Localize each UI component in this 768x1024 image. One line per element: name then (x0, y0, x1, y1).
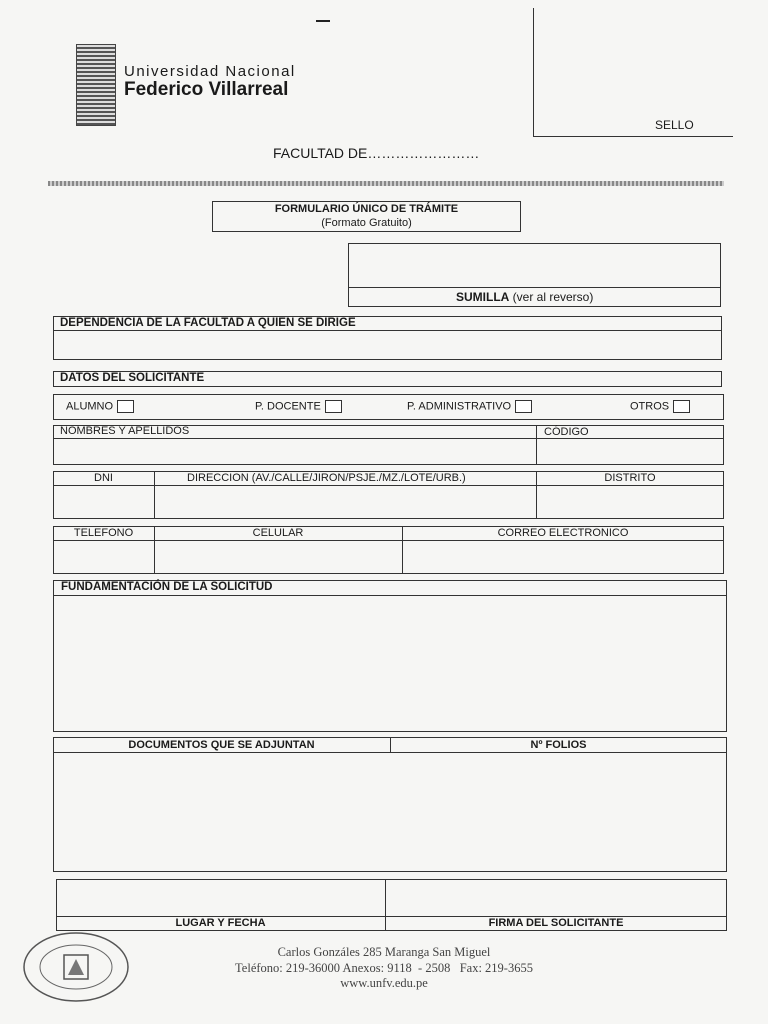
dependencia-label: DEPENDENCIA DE LA FACULTAD A QUIEN SE DIRIGE (60, 317, 356, 329)
nombres-divider (53, 438, 724, 439)
faculty-field: FACULTAD DE…………………… (273, 145, 480, 161)
documentos-label: DOCUMENTOS QUE SE ADJUNTAN (128, 739, 315, 751)
nombres-split (536, 425, 537, 465)
footer-address: Carlos Gonzáles 285 Maranga San Miguel (277, 945, 491, 959)
university-logo (76, 44, 116, 126)
firma-label: FIRMA DEL SOLICITANTE (488, 917, 624, 929)
sumilla-label: SUMILLA (ver al reverso) (456, 290, 594, 304)
dotted-separator (48, 181, 724, 186)
dni-split (154, 471, 155, 519)
dni-label: DNI (94, 472, 113, 484)
stamp-box-bottom (533, 136, 733, 137)
checkbox-docente[interactable] (325, 400, 342, 413)
top-dash (316, 20, 330, 22)
direccion-label: DIRECCION (AV./CALLE/JIRON/PSJE./MZ./LOTE/URB.) (187, 472, 466, 484)
form-title: FORMULARIO ÚNICO DE TRÁMITE (274, 203, 459, 215)
documentos-box[interactable] (53, 737, 727, 872)
documentos-divider (53, 752, 727, 753)
sumilla-divider (348, 287, 721, 288)
fundamentacion-label: FUNDAMENTACIÓN DE LA SOLICITUD (61, 581, 273, 593)
university-name-line2: Federico Villarreal (124, 79, 289, 100)
footer-web[interactable]: www.unfv.edu.pe (340, 976, 428, 990)
fundamentacion-box[interactable] (53, 580, 727, 732)
university-name-line1: Universidad Nacional (124, 63, 296, 80)
correo-label: CORREO ELECTRONICO (497, 527, 629, 539)
codigo-label: CÓDIGO (544, 426, 589, 438)
telefono-label: TELEFONO (73, 527, 134, 539)
lugar-fecha-label: LUGAR Y FECHA (175, 917, 266, 929)
option-docente[interactable]: P. DOCENTE (255, 400, 342, 413)
footer-phones: Teléfono: 219-36000 Anexos: 9118 - 2508 Fax: 219-3655 (235, 961, 533, 975)
option-administrativo[interactable]: P. ADMINISTRATIVO (407, 400, 532, 413)
solicitante-label: DATOS DEL SOLICITANTE (60, 372, 205, 384)
stamp-label: SELLO (655, 118, 694, 132)
checkbox-administrativo[interactable] (515, 400, 532, 413)
option-alumno[interactable]: ALUMNO (66, 400, 134, 413)
dependencia-divider (53, 330, 722, 331)
folios-label: Nº FOLIOS (530, 739, 587, 751)
option-otros[interactable]: OTROS (630, 400, 690, 413)
checkbox-otros[interactable] (673, 400, 690, 413)
distrito-label: DISTRITO (604, 472, 656, 484)
form-subtitle: (Formato Gratuito) (321, 217, 412, 229)
solicitante-options-box (53, 394, 724, 420)
nombres-label: NOMBRES Y APELLIDOS (60, 425, 190, 437)
checkbox-alumno[interactable] (117, 400, 134, 413)
stamp-box-left (533, 8, 534, 136)
celular-label: CELULAR (252, 527, 304, 539)
fundamentacion-divider (53, 595, 727, 596)
